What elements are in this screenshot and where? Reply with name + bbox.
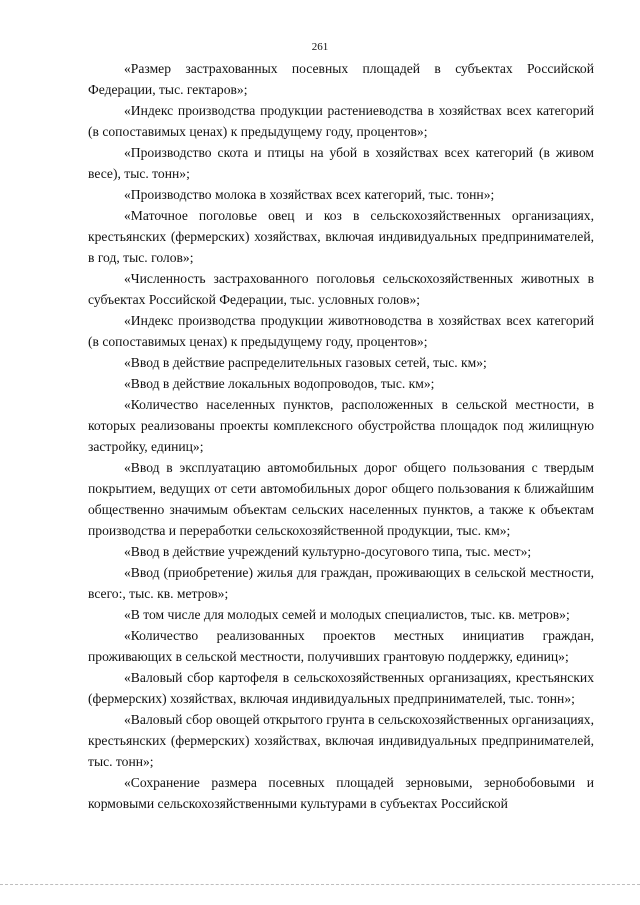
- paragraph: «Маточное поголовье овец и коз в сельскохозяйственных организациях, крестьянских (фермерских) хозяйствах, включая индивидуальных предпринимателей, в год, тыс. голов»;: [88, 208, 594, 265]
- paragraph: «Производство молока в хозяйствах всех категорий, тыс. тонн»;: [124, 187, 495, 202]
- paragraph: «Ввод в эксплуатацию автомобильных дорог общего пользования с твердым покрытием, ведущих от сети автомобильных дорог общего пользования к ближайшим общественно значимым объектам сельских населенных пунктов, а также к объектам производства и переработки сельскохозяйственной продукции, тыс. км»;: [88, 460, 594, 538]
- document-body: [88, 58, 594, 814]
- paragraph: «Численность застрахованного поголовья сельскохозяйственных животных в субъектах Российской Федерации, тыс. условных голов»;: [88, 271, 594, 307]
- paragraph: «Индекс производства продукции животноводства в хозяйствах всех категорий (в сопоставимых ценах) к предыдущему году, процентов»;: [88, 313, 594, 349]
- paragraph: «Ввод в действие учреждений культурно-досугового типа, тыс. мест»;: [124, 544, 532, 559]
- paragraph: «Размер застрахованных посевных площадей в субъектах Российской Федерации, тыс. гектаров»;: [88, 61, 594, 97]
- paragraph: «Ввод в действие распределительных газовых сетей, тыс. км»;: [124, 355, 487, 370]
- paragraph: «Производство скота и птицы на убой в хозяйствах всех категорий (в живом весе), тыс. тонн»;: [88, 145, 594, 181]
- paragraph: «Валовый сбор картофеля в сельскохозяйственных организациях, крестьянских (фермерских) хозяйствах, включая индивидуальных предпринимателей, тыс. тонн»;: [88, 670, 594, 706]
- paragraph: «Ввод в действие локальных водопроводов, тыс. км»;: [124, 376, 435, 391]
- scan-edge-line: [0, 884, 640, 885]
- paragraph: «Индекс производства продукции растениеводства в хозяйствах всех категорий (в сопоставимых ценах) к предыдущему году, процентов»;: [88, 103, 594, 139]
- paragraph: «Сохранение размера посевных площадей зерновыми, зернобобовыми и кормовыми сельскохозяйственными культурами в субъектах Российской: [88, 775, 594, 811]
- paragraph: «Количество населенных пунктов, расположенных в сельской местности, в которых реализованы проекты комплексного обустройства площадок под жилищную застройку, единиц»;: [88, 397, 594, 454]
- paragraph: «Количество реализованных проектов местных инициатив граждан, проживающих в сельской местности, получивших грантовую поддержку, единиц»;: [88, 628, 594, 664]
- paragraph: «Валовый сбор овощей открытого грунта в сельскохозяйственных организациях, крестьянских (фермерских) хозяйствах, включая индивидуальных предпринимателей, тыс. тонн»;: [88, 712, 594, 769]
- paragraph: «В том числе для молодых семей и молодых специалистов, тыс. кв. метров»;: [124, 607, 570, 622]
- paragraph: «Ввод (приобретение) жилья для граждан, проживающих в сельской местности, всего:, тыс. кв. метров»;: [88, 565, 594, 601]
- page-number: 261: [311, 41, 329, 53]
